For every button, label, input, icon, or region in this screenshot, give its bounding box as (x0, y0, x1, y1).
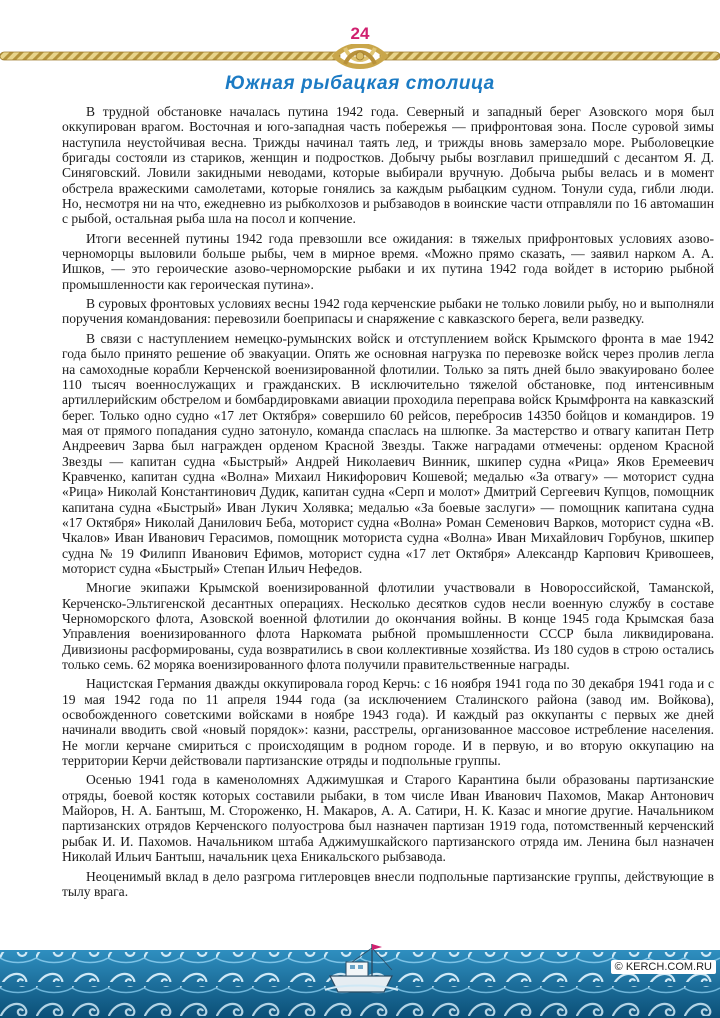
paragraph: Итоги весенней путины 1942 года превзошли все ожидания: в тяжелых прифронтовых условиях азово-черноморцы выловили больше рыбы, чем в мирное время. «Можно прямо сказать, — заявил нарком А. А. Ишков, — это героические азово-черноморские рыбаки и их путина 1942 года войдет в историю рыбной промышленности как героическая путина». (62, 230, 714, 292)
paragraph: В связи с наступлением немецко-румынских войск и отступлением войск Крымского фронта в мае 1942 года было принято решение об эвакуации. Опять же основная нагрузка по перевозке войск через пролив легла на самоходные корабли Керченской военизированной флотилии. Только за пять дней было эвакуировано более 110 тысяч военнослужащих и гражданских. В исключительно тяжелой обстановке, под интенсивным артиллерийским обстрелом и бомбардировками авиации проходила переправа войск Крымфронта на кавказский берег. Только одно судно «17 лет Октября» совершило 60 рейсов, перебросив 14350 бойцов и командиров. 19 мая от прямого попадания судно затонуло, команда спаслась на шлюпке. За мастерство и отвагу капитан Петр Андреевич Зарва был награжден орденом Красной Звезды. Также наградами отмечены: орденом Красной Звезды — капитан судна «Быстрый» Андрей Николаевич Винник, шкипер судна «Рица» Яков Еремеевич Кравченко, капитан судна «Волна» Михаил Никифорович Кошевой; медалью «За отвагу» — моторист судна «Рица» Николай Константинович Дудик, капитан судна «Серп и молот» Дмитрий Сергеевич Купцов, помощник капитана судна «Быстрый» Иван Лукич Холявка; медалью «За боевые заслуги» — помощник капитана судна «17 Октября» Николай Данилович Беба, моторист судна «Волна» Роман Семенович Варков, моторист судна «В. Чкалов» Иван Иванович Герасимов, помощник моториста судна «Волна» Иван Михайлович Горбунов, шкипер судна № 19 Филипп Иванович Ефимов, моторист судна «17 лет Октября» Александр Карпович Кривошеев, моторист судна «Быстрый» Степан Ильич Нефедов. (62, 330, 714, 576)
article-body (62, 104, 714, 903)
section-title: Южная рыбацкая столица (225, 73, 495, 94)
paragraph: Неоценимый вклад в дело разгрома гитлеровцев внесли подпольные партизанские группы, действующие в тылу врага. (62, 868, 714, 899)
rope-knot-icon (335, 46, 385, 67)
paragraph: В трудной обстановке началась путина 1942 года. Северный и западный берег Азовского моря был оккупирован врагом. Восточная и юго-западная часть побережья — прифронтовая зона. После суровой зимы наступила неустойчивая весна. Трижды начинал таять лед, и трижды вновь замерзало море. Рыболовецкие бригады состояли из стариков, женщин и подростков. Добычу рыбы возглавил пришедший с десантом Я. Д. Синяговский. Ловили закидными неводами, которые выбирали вручную. Добыча рыбы велась и в момент обстрела вражескими самолетами, которые гонялись за каждым рыбацким судном. Тонули суда, гибли люди. Но, несмотря ни на что, ежедневно из рыбколхозов и рыбзаводов в воинские части отправляли по 16 автомашин с рыбой, остальная рыба шла на посол и копчение. (62, 104, 714, 227)
paragraph: Нацистская Германия дважды оккупировала город Керчь: с 16 ноября 1941 года по 30 декабря 1941 года и с 19 мая 1942 года по 11 апреля 1944 года (за исключением Сталинского района (завод им. Войкова), освобожденного советскими войсками в ноябре 1943 года). И каждый раз оккупанты с первых же дней начинали вводить свой «новый порядок»: казни, расстрелы, организованное массовое истребление населения. Не могли керчане смириться с происходящим в родном городе. И в первую, и во вторую оккупацию на территории Керчи действовали партизанские отряды и подпольные группы. (62, 676, 714, 769)
page-header (0, 0, 720, 98)
paragraph: Многие экипажи Крымской военизированной флотилии участвовали в Новороссийской, Таманской, Керченско-Эльтигенской десантных операциях. Несколько десятков судов несли военную службу в составе Черноморского флота, Азовской военной флотилии до окончания войны. В конце 1945 года Крымская база Управления военизированного флота Наркомата рыбной промышленности СССР была ликвидирована. Дивизионы расформированы, суда возвратились в свои коллективные хозяйства. Из 180 судов в строю остались только семь. 62 моряка военизированного флота получили правительственные награды. (62, 580, 714, 673)
watermark-credit: © KERCH.COM.RU (611, 960, 716, 974)
paragraph: В суровых фронтовых условиях весны 1942 года керченские рыбаки не только ловили рыбу, но и выполняли поручения командования: перевозили боеприпасы и снаряжение с кавказского берега, вели разведку. (62, 296, 714, 327)
paragraph: Осенью 1941 года в каменоломнях Аджимушкая и Старого Карантина были образованы партизанские отряды, боевой костяк которых составили рыбаки, в том числе Иван Иванович Пахомов, Макар Антонович Майоров, Н. А. Бантыш, М. Стороженко, Н. Макаров, А. А. Сатири, Н. К. Казас и многие другие. Начальником партизанских отрядов Керченского полуострова был назначен партизан 1919 года, потомственный керченский рыбак И. И. Пахомов. Начальником штаба Аджимушкайского партизанского отряда им. Ленина был назначен Николай Ильич Бантыш, начальник цеха Еникальского рыбзавода. (62, 772, 714, 865)
page-number: 24 (350, 24, 370, 43)
rope-border (0, 44, 720, 74)
